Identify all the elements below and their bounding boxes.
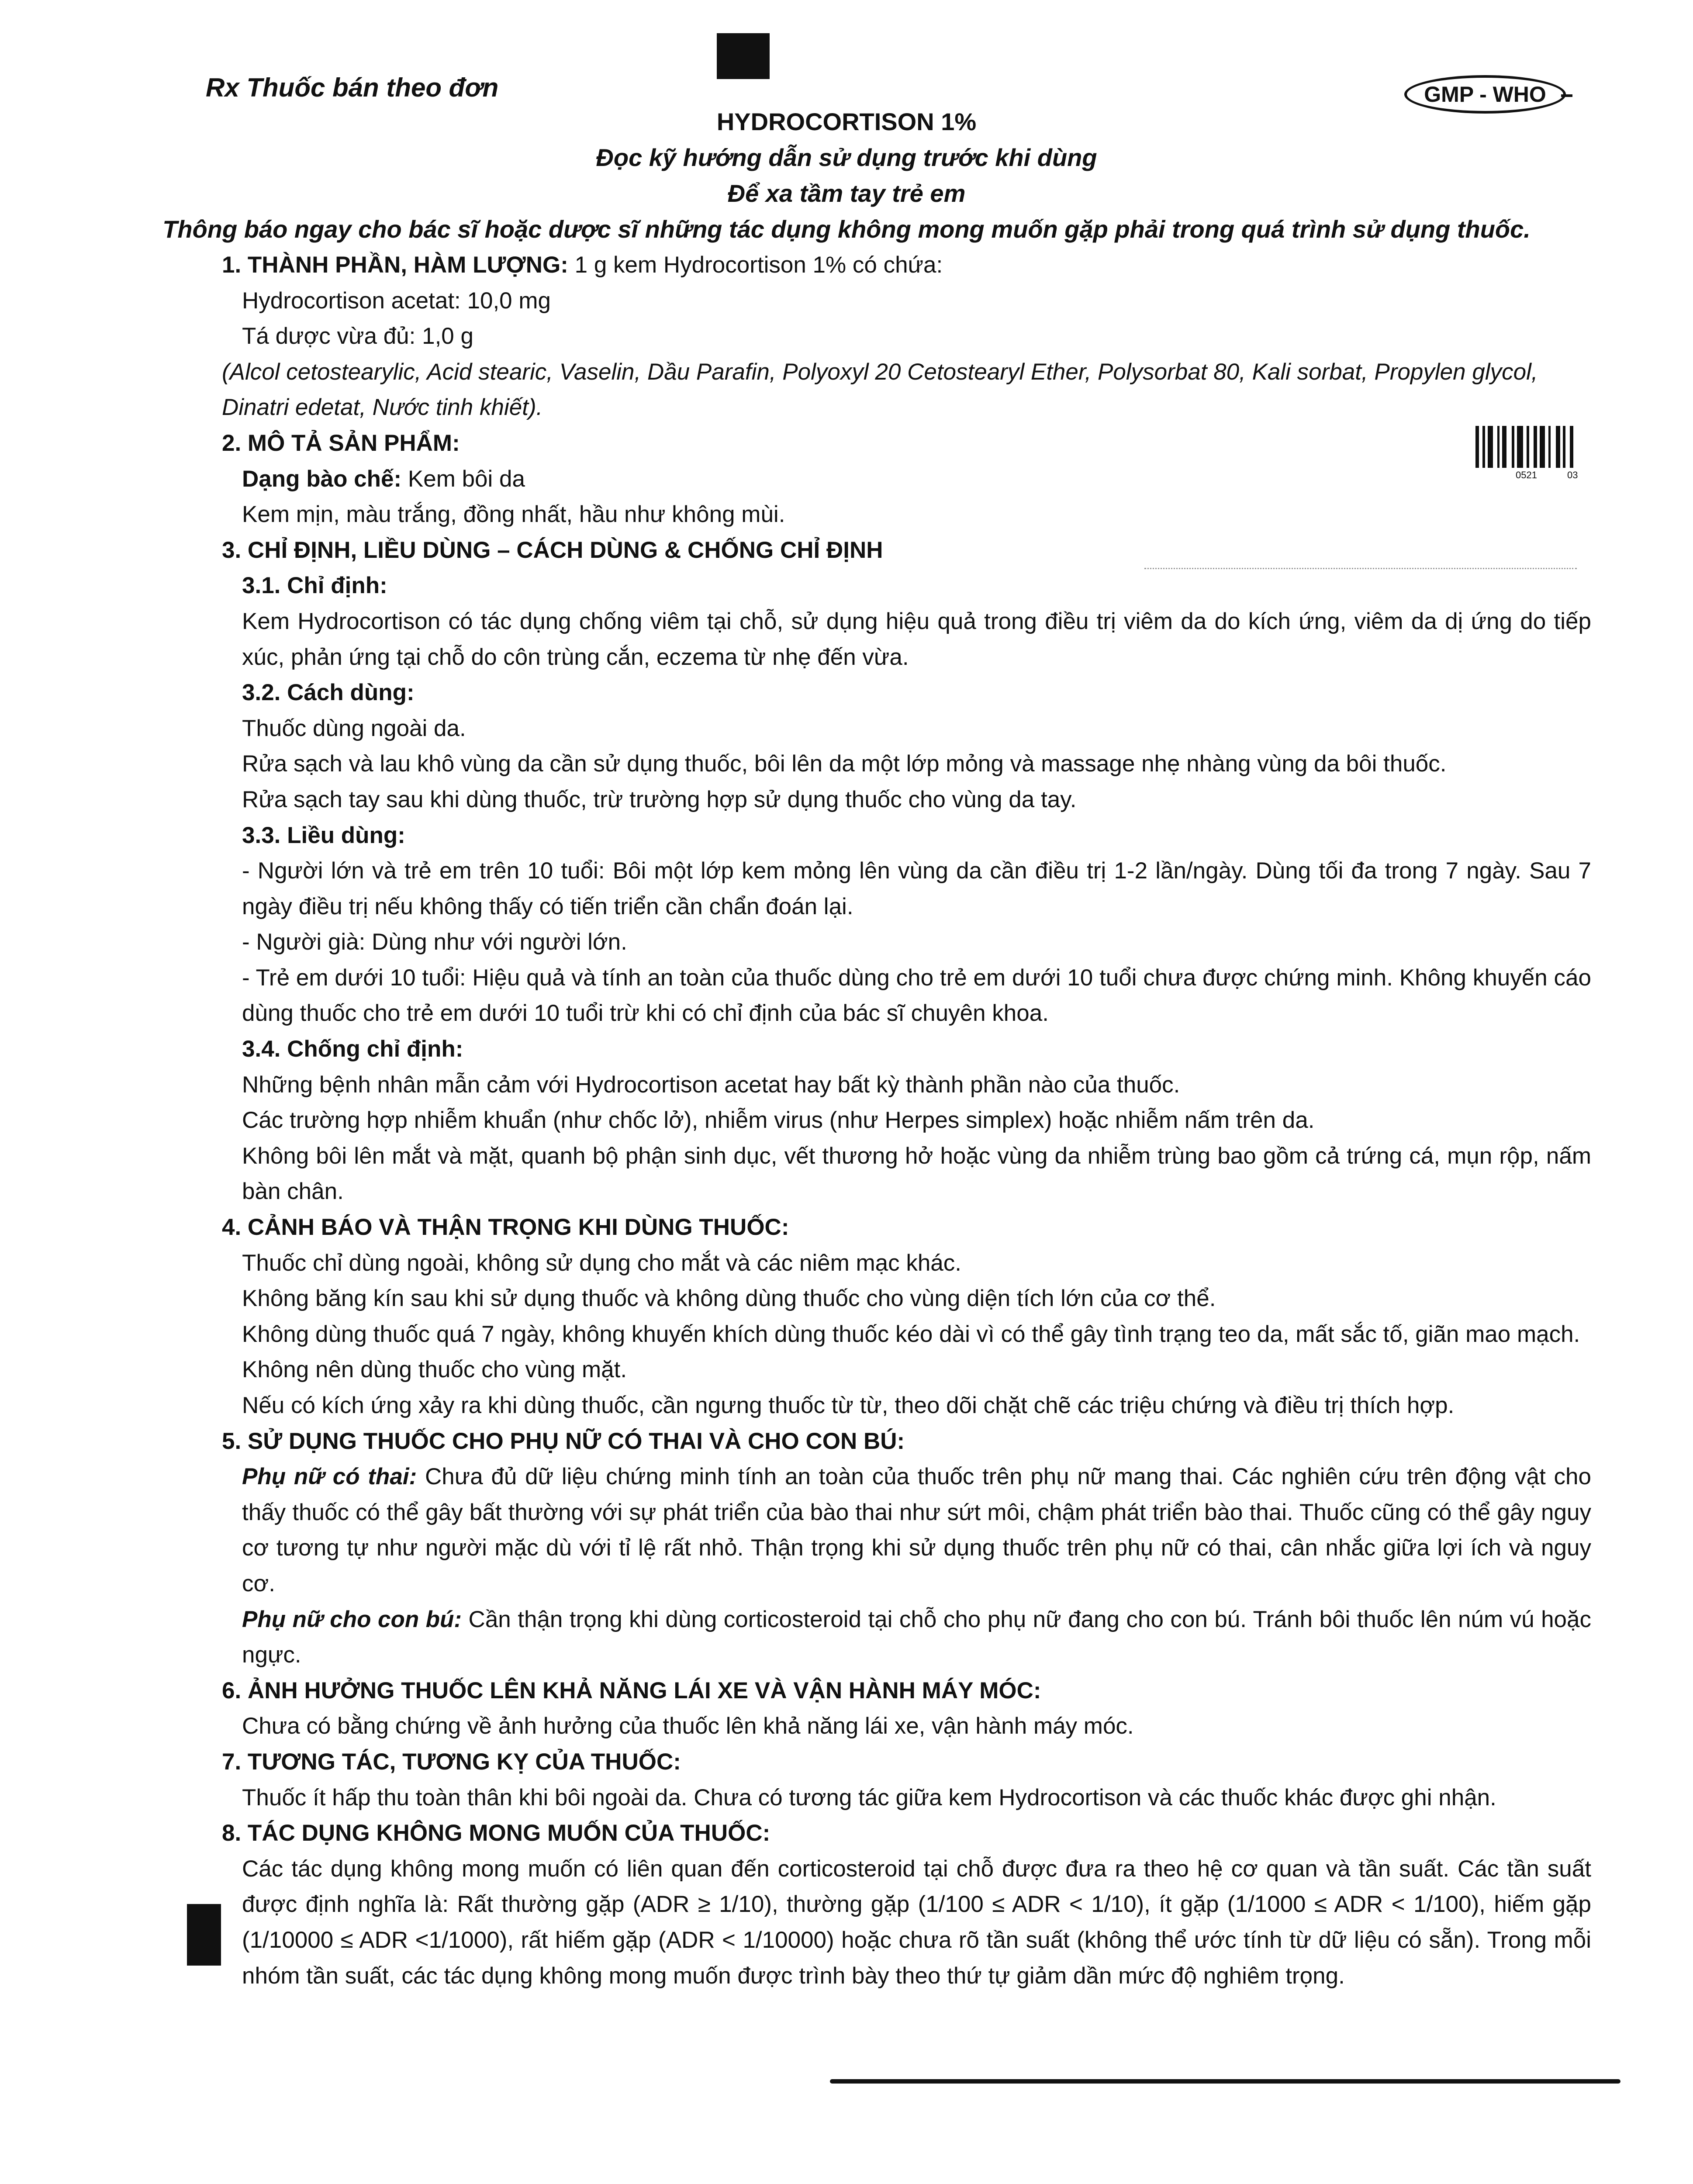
dosage-form-label: Dạng bào chế: (242, 466, 402, 492)
section-3-1-heading: 3.1. Chỉ định: (242, 573, 387, 599)
ingredient-excipient: Tá dược vừa đủ: 1,0 g (242, 323, 473, 349)
lactation-label: Phụ nữ cho con bú: (242, 1606, 462, 1632)
indication-text: Kem Hydrocortison có tác dụng chống viêm tại chỗ, sử dụng hiệu quả trong điều trị viêm da do kích ứng, viêm da dị ứng do tiếp xúc, phản ứng tại chỗ do côn trùng cắn, eczema từ nhẹ đến vừa. (242, 608, 1591, 670)
usage-line-2: Rửa sạch và lau khô vùng da cần sử dụng thuốc, bôi lên da một lớp mỏng và massage nhẹ nhàng vùng da bôi thuốc. (242, 751, 1447, 777)
section-7-heading: 7. TƯƠNG TÁC, TƯƠNG KỴ CỦA THUỐC: (222, 1749, 681, 1775)
warning-5: Nếu có kích ứng xảy ra khi dùng thuốc, cần ngưng thuốc từ từ, theo dõi chặt chẽ các triệu chứng và điều trị thích hợp. (242, 1393, 1455, 1418)
excipient-list: (Alcol cetostearylic, Acid stearic, Vaselin, Dầu Parafin, Polyoxyl 20 Cetostearyl Ether, Polysorbat 80, Kali sorbat, Propylen glycol, Dinatri edetat, Nước tinh khiết). (222, 359, 1538, 421)
section-3-2-heading: 3.2. Cách dùng: (242, 680, 415, 706)
gmp-badge-tail (1561, 94, 1572, 97)
pregnancy-paragraph (222, 1459, 1591, 1601)
driving-text: Chưa có bằng chứng về ảnh hưởng của thuốc lên khả năng lái xe, vận hành máy móc. (242, 1713, 1134, 1739)
product-title: HYDROCORTISON 1% (716, 108, 977, 135)
registration-mark-top (717, 33, 770, 79)
document-body (222, 247, 1591, 1994)
bottom-rule (830, 2079, 1620, 2084)
dosage-form-line (222, 461, 1591, 497)
warning-3: Không dùng thuốc quá 7 ngày, không khuyến khích dùng thuốc kéo dài vì có thể gây tình trạng teo da, mất sắc tố, giãn mao mạch. (242, 1321, 1580, 1347)
child-safety-note: Để xa tầm tay trẻ em (727, 180, 966, 207)
warning-2: Không băng kín sau khi sử dụng thuốc và không dùng thuốc cho vùng diện tích lớn của cơ thể. (242, 1286, 1216, 1312)
adverse-effects-text: Các tác dụng không mong muốn có liên quan đến corticosteroid tại chỗ được đưa ra theo hệ cơ quan và tần suất. Các tần suất được định nghĩa là: Rất thường gặp (ADR ≥ 1/10), thường gặp (1/100 ≤ ADR < 1/10), ít gặp (1/1000 ≤ ADR < 1/100), hiếm gặp (1/10000 ≤ ADR <1/1000), rất hiếm gặp (ADR < 1/10000) hoặc chưa rõ tần suất (không thể ước tính từ dữ liệu có sẵn). Trong mỗi nhóm tần suất, các tác dụng không mong muốn được trình bày theo thứ tự giảm dần mức độ nghiêm trọng. (242, 1856, 1591, 1989)
interaction-text: Thuốc ít hấp thu toàn thân khi bôi ngoài da. Chưa có tương tác giữa kem Hydrocortison và các thuốc khác được ghi nhận. (242, 1784, 1496, 1811)
section-6-heading: 6. ẢNH HƯỞNG THUỐC LÊN KHẢ NĂNG LÁI XE VÀ VẬN HÀNH MÁY MÓC: (222, 1677, 1041, 1704)
contraindication-3: Không bôi lên mắt và mặt, quanh bộ phận sinh dục, vết thương hở hoặc vùng da nhiễm trùng bao gồm cả trứng cá, mụn rộp, nấm bàn chân. (242, 1143, 1591, 1205)
section-1-heading-rest: 1 g kem Hydrocortison 1% có chứa: (568, 252, 943, 278)
product-description: Kem mịn, màu trắng, đồng nhất, hầu như không mùi. (242, 501, 785, 528)
adverse-report-note: Thông báo ngay cho bác sĩ hoặc dược sĩ những tác dụng không mong muốn gặp phải trong quá trình sử dụng thuốc. (162, 215, 1531, 243)
pregnancy-text: Chưa đủ dữ liệu chứng minh tính an toàn của thuốc trên phụ nữ mang thai. Các nghiên cứu trên động vật cho thấy thuốc có thể gây bất thường với sự phát triển của bào thai như sứt môi, chậm phát triển bào thai. Thuốc cũng có thể gây nguy cơ tương tự như người mặc dù với tỉ lệ rất nhỏ. Thận trọng khi sử dụng thuốc trên phụ nữ có thai, cân nhắc giữa lợi ích và nguy cơ. (242, 1464, 1592, 1597)
section-5-heading: 5. SỬ DỤNG THUỐC CHO PHỤ NỮ CÓ THAI VÀ CHO CON BÚ: (222, 1428, 905, 1454)
section-8-heading: 8. TÁC DỤNG KHÔNG MONG MUỐN CỦA THUỐC: (222, 1820, 770, 1846)
contraindication-1: Những bệnh nhân mẫn cảm với Hydrocortison acetat hay bất kỳ thành phần nào của thuốc. (242, 1071, 1180, 1098)
prescription-label: Rx Thuốc bán theo đơn (206, 73, 499, 102)
gmp-who-text: GMP - WHO (1424, 82, 1546, 107)
registration-mark-left (187, 1904, 221, 1966)
warning-1: Thuốc chỉ dùng ngoài, không sử dụng cho mắt và các niêm mạc khác. (242, 1250, 962, 1276)
section-2-heading: 2. MÔ TẢ SẢN PHẨM: (222, 430, 460, 456)
section-1-heading: 1. THÀNH PHẦN, HÀM LƯỢNG: (222, 252, 568, 278)
lactation-text: Cần thận trọng khi dùng corticosteroid tại chỗ cho phụ nữ đang cho con bú. Tránh bôi thuốc lên núm vú hoặc ngực. (242, 1606, 1591, 1668)
section-3-heading: 3. CHỈ ĐỊNH, LIỀU DÙNG – CÁCH DÙNG & CHỐNG CHỈ ĐỊNH (222, 537, 883, 563)
section-3-4-heading: 3.4. Chống chỉ định: (242, 1036, 463, 1062)
dosage-children: - Trẻ em dưới 10 tuổi: Hiệu quả và tính an toàn của thuốc dùng cho trẻ em dưới 10 tuổi chưa được chứng minh. Không khuyến cáo dùng thuốc cho trẻ em dưới 10 tuổi trừ khi có chỉ định của bác sĩ chuyên khoa. (242, 964, 1591, 1026)
dosage-elderly: - Người già: Dùng như với người lớn. (242, 929, 627, 955)
barcode-number-right: 03 (1567, 470, 1578, 480)
section-3-3-heading: 3.3. Liều dùng: (242, 822, 405, 848)
contraindication-2: Các trường hợp nhiễm khuẩn (như chốc lở), nhiễm virus (như Herpes simplex) hoặc nhiễm nấm trên da. (242, 1107, 1315, 1133)
pregnancy-label: Phụ nữ có thai: (242, 1464, 417, 1490)
dosage-adults: - Người lớn và trẻ em trên 10 tuổi: Bôi một lớp kem mỏng lên vùng da cần điều trị 1-2 lần/ngày. Dùng tối đa trong 7 ngày. Sau 7 ngày điều trị nếu không thấy có tiến triển cần chẩn đoán lại. (242, 858, 1591, 919)
read-instructions-note: Đọc kỹ hướng dẫn sử dụng trước khi dùng (596, 144, 1097, 171)
ingredient-active: Hydrocortison acetat: 10,0 mg (242, 287, 551, 314)
lactation-paragraph (222, 1602, 1591, 1673)
warning-4: Không nên dùng thuốc cho vùng mặt. (242, 1357, 627, 1383)
barcode-number-left: 0521 (1516, 470, 1537, 480)
section-1-heading-line (222, 247, 1591, 283)
usage-line-1: Thuốc dùng ngoài da. (242, 715, 466, 741)
usage-line-3: Rửa sạch tay sau khi dùng thuốc, trừ trường hợp sử dụng thuốc cho vùng da tay. (242, 786, 1077, 812)
section-4-heading: 4. CẢNH BÁO VÀ THẬN TRỌNG KHI DÙNG THUỐC: (222, 1214, 789, 1241)
dosage-form-value: Kem bôi da (401, 466, 525, 492)
